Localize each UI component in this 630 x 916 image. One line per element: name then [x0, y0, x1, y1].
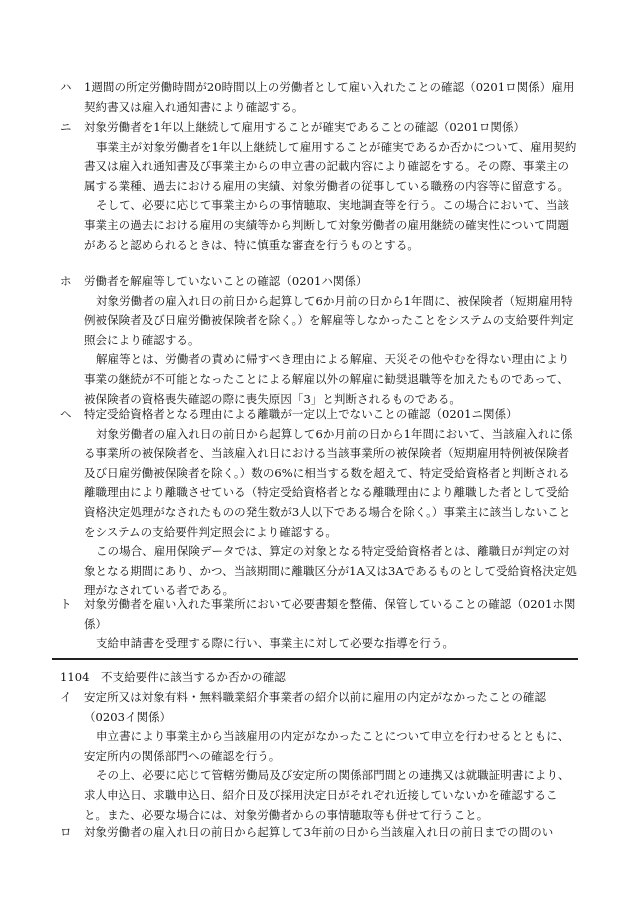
item-ha	[60, 78, 580, 117]
item-marker: イ	[60, 690, 72, 704]
section-divider	[52, 658, 578, 660]
item-ho	[60, 272, 580, 409]
item-marker: ニ	[60, 120, 72, 134]
item-marker: ロ	[60, 825, 72, 839]
item-marker: ト	[60, 597, 72, 611]
item-heading: 対象労働者を雇い入れた事業所において必要書類を整備、保管していることの確認（0201ホ関係）	[84, 597, 576, 631]
item-i	[60, 688, 580, 825]
paragraph: 対象労働者の雇入れ日の前日から起算して6か月前の日から1年間に、被保険者（短期雇用特例被保険者及び日雇労働被保険者を除く。）を解雇等しなかったことをシステムの支給要件判定照会により確認する。	[84, 293, 574, 347]
paragraph: 申立書により事業主から当該雇用の内定がなかったことについて申立を行わせるとともに、安定所内の関係部門への確認を行う。	[84, 729, 570, 763]
paragraph: この場合、雇用保険データでは、算定の対象となる特定受給資格者とは、離職日が判定の対象となる期間にあり、かつ、当該期間に離職区分が1A又は3Aであるものとして受給資格決定処理がなされている者である。	[84, 544, 577, 598]
item-heading: 特定受給資格者となる理由による離職が一定以上でないことの確認（0201ニ関係）	[84, 407, 518, 421]
paragraph: その上、必要に応じて管轄労働局及び安定所の関係部門間との連携又は就職証明書により、求人申込日、求職申込日、紹介日及び採用決定日がそれぞれ近接していないかを確認すること。また、必要な場合には、対象労働者からの事情聴取等も併せて行うこと。	[84, 768, 570, 822]
item-marker: ハ	[60, 80, 72, 94]
item-heading: 対象労働者の雇入れ日の前日から起算して3年前の日から当該雇入れ日の前日までの間のい	[84, 825, 554, 839]
section-title: 1104 不支給要件に該当するか否かの確認	[60, 670, 286, 684]
item-heading: 安定所又は対象有料・無料職業紹介事業者の紹介以前に雇用の内定がなかったことの確認（0203イ関係）	[84, 690, 546, 724]
item-ro	[60, 823, 580, 843]
item-marker: ヘ	[60, 407, 72, 421]
paragraph: 事業主が対象労働者を1年以上継続して雇用することが確実であるか否かについて、雇用契約書又は雇入れ通知書及び事業主からの申立書の記載内容により確認をする。その際、事業主の属する業種、過去における雇用の実績、対象労働者の従事している職務の内容等に留意する。	[84, 139, 577, 193]
item-heading: 労働者を解雇等していないことの確認（0201ハ関係）	[84, 274, 368, 288]
item-heading: 1週間の所定労働時間が20時間以上の労働者として雇い入れたことの確認（0201ロ関係）雇用契約書又は雇入れ通知書により確認する。	[84, 80, 575, 114]
paragraph: 対象労働者の雇入れ日の前日から起算して6か月前の日から1年間において、当該雇入れに係る事業所の被保険者を、当該雇入れ日における当該事業所の被保険者（短期雇用特例被保険者及び日雇労働被保険者を除く。）数の6%に相当する数を超えて、特定受給資格者と判断される離職理由により離職させている（特定受給資格者となる離職理由により離職した者として受給資格決定処理がなされたものの発生数が3人以下である場合を除く。）事業主に該当しないことをシステムの支給要件判定照会により確認する。	[84, 426, 573, 539]
item-to	[60, 595, 580, 654]
item-he	[60, 405, 580, 601]
item-heading: 対象労働者を1年以上継続して雇用することが確実であることの確認（0201ロ関係）	[84, 120, 526, 134]
paragraph: 解雇等とは、労働者の責めに帰すべき理由による解雇、天災その他やむを得ない理由により事業の継続が不可能となったことによる解雇以外の解雇に勧奨退職等を加えたものであって、被保険者の資格喪失確認の際に喪失原因「3」と判断されるものである。	[84, 352, 570, 406]
paragraph: 支給申請書を受理する際に行い、事業主に対して必要な指導を行う。	[96, 636, 455, 651]
item-marker: ホ	[60, 274, 72, 288]
item-ni	[60, 118, 580, 255]
paragraph: そして、必要に応じて事業主からの事情聴取、実地調査等を行う。この場合において、当該事業主の過去における雇用の実績等から判断して対象労働者の雇用継続の確実性について問題があると認められるときは、特に慎重な審査を行うものとする。	[84, 198, 570, 252]
